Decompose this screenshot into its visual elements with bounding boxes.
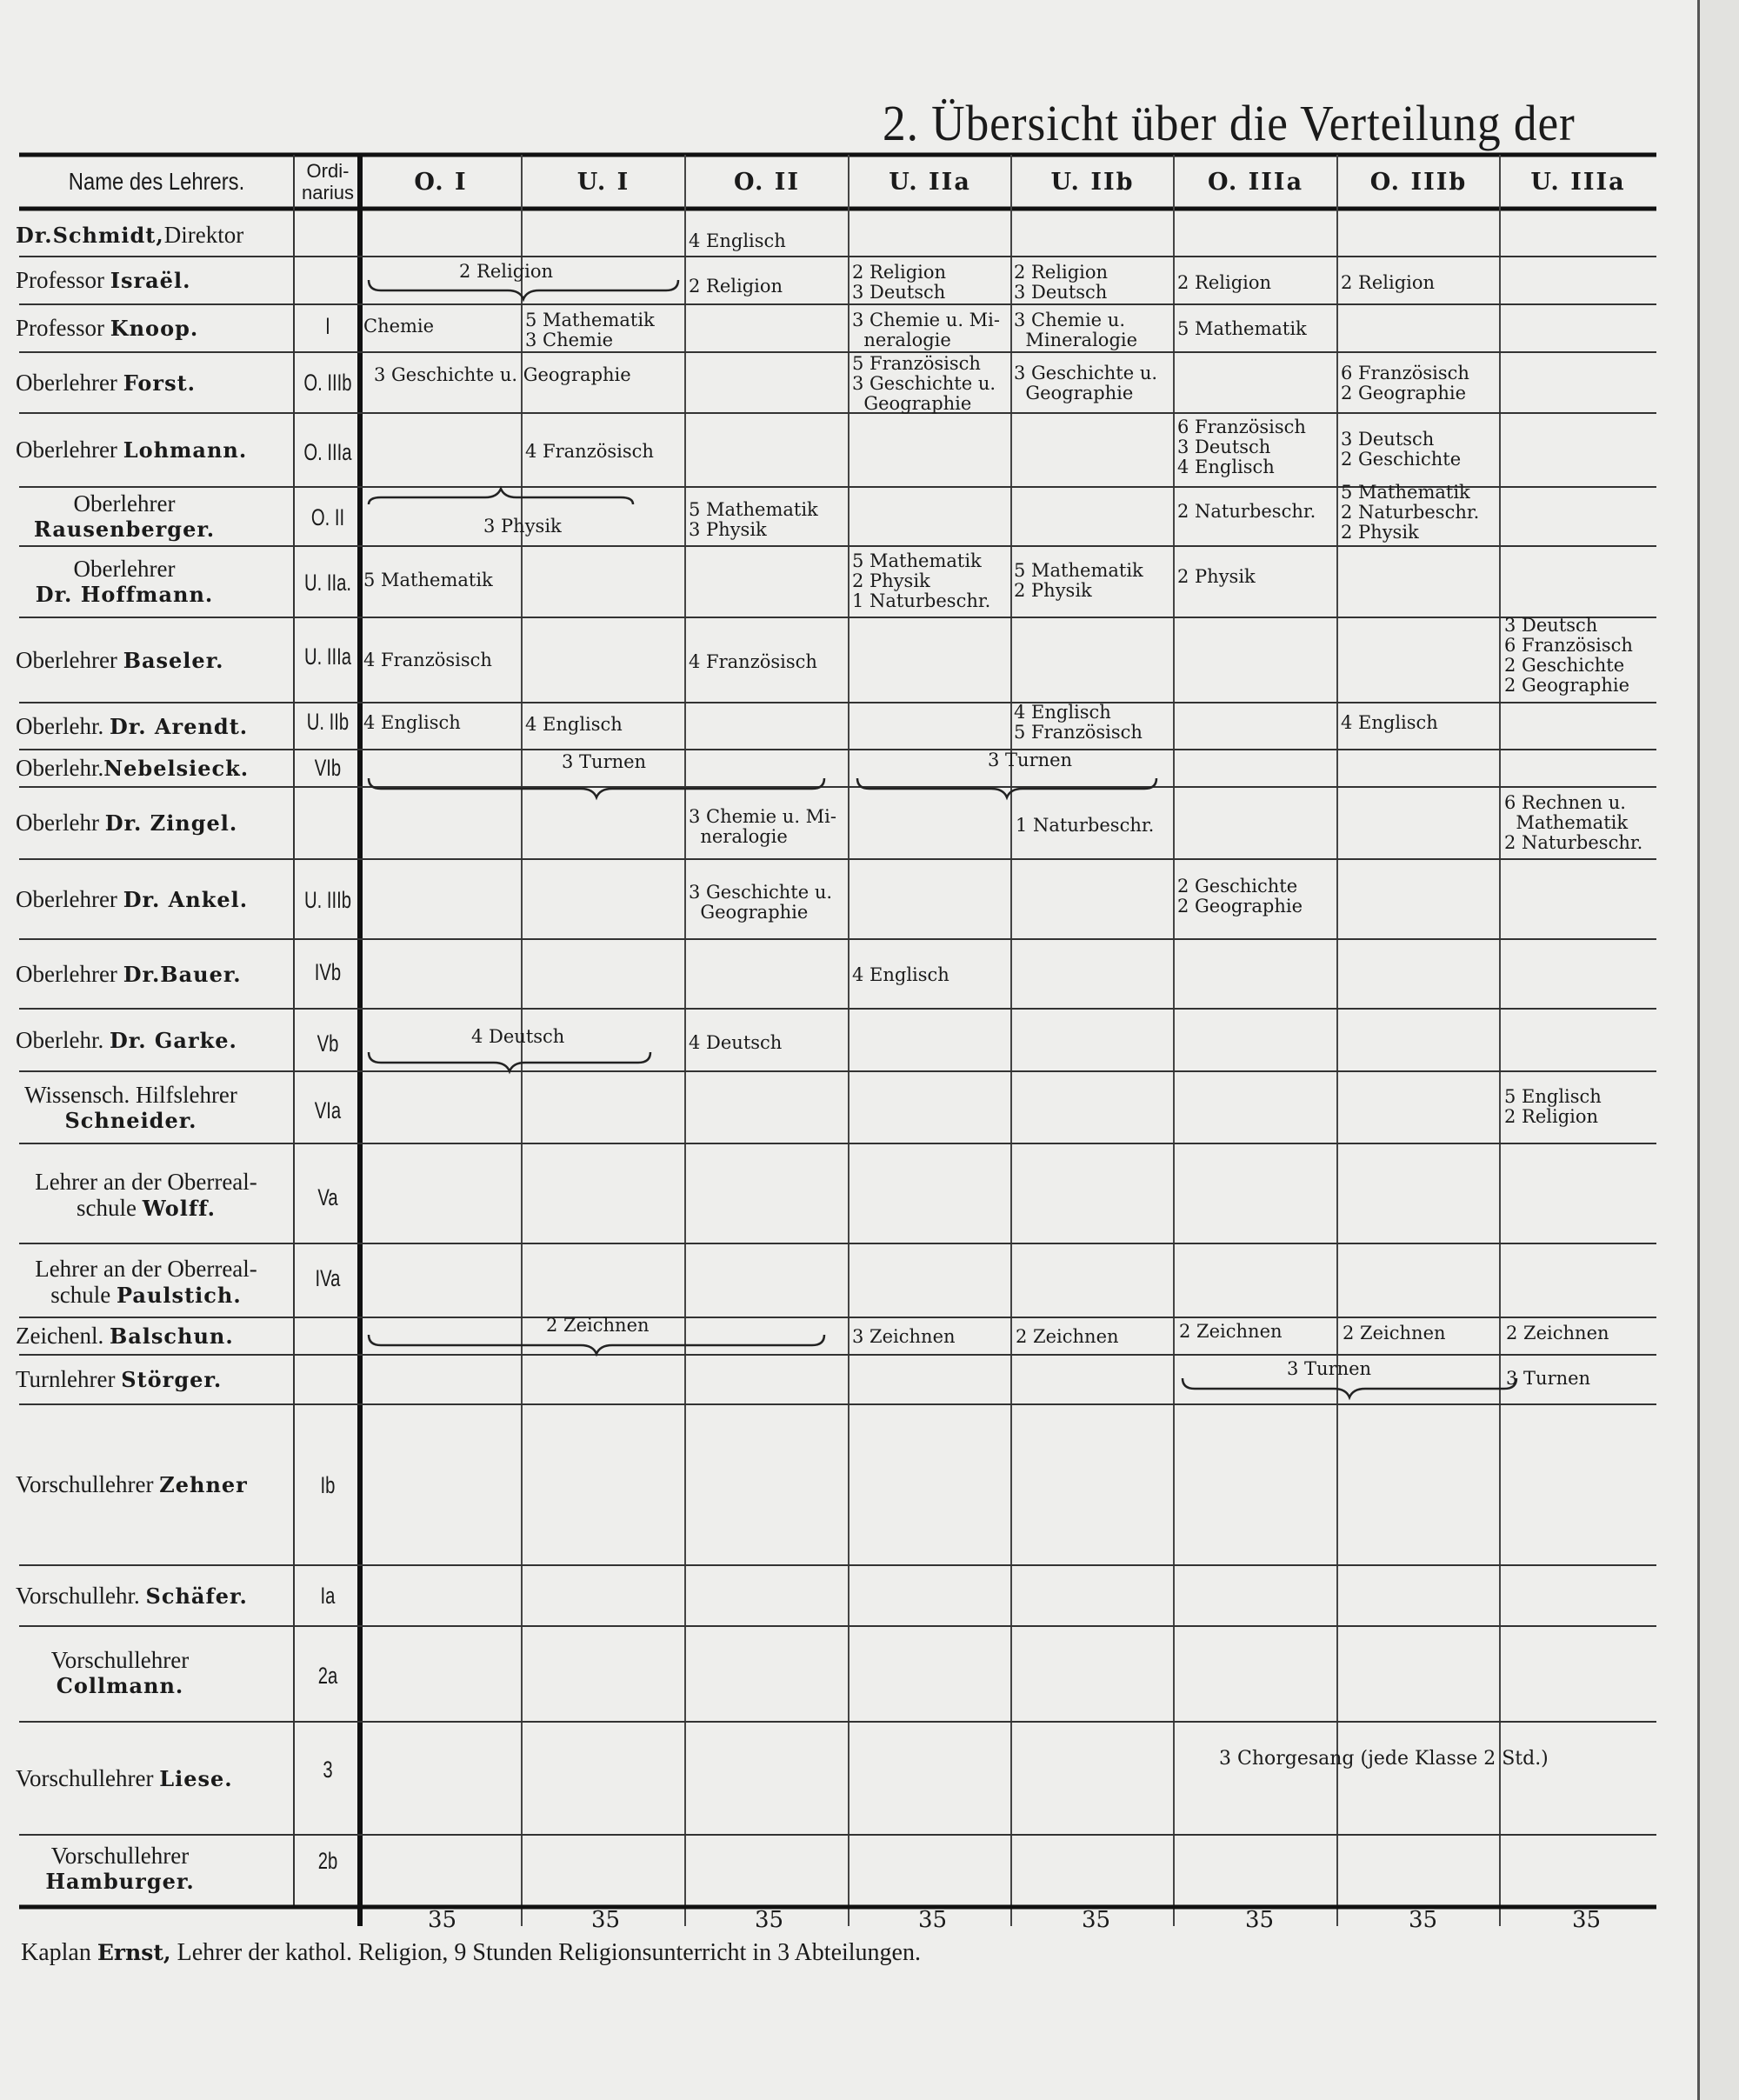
teacher-row-13 <box>16 1009 294 1071</box>
teacher-bold: Schäfer. <box>145 1583 248 1609</box>
header-class-u-iiia: U. IIIa <box>1530 168 1626 196</box>
ordinarius-16: IVa <box>315 1265 341 1291</box>
cell-baseler-oii: 4 Französisch <box>689 651 817 672</box>
teacher-row-4 <box>16 413 294 487</box>
ordinarius-6: U. IIa. <box>303 570 352 596</box>
ordinarius-8: U. IIb <box>306 709 350 735</box>
footnote-after: Lehrer der kathol. Religion, 9 Stunden Religionsunterricht in 3 Abteilungen. <box>170 1939 921 1966</box>
teacher-title: Oberlehr. <box>16 712 110 739</box>
teacher-bold: Störger. <box>121 1367 223 1392</box>
page-heading: 2. Übersicht über die Verteilung der <box>883 95 1576 151</box>
teacher-row-21 <box>16 1643 224 1703</box>
cell-zingel-oii: 3 Chemie u. Mi- neralogie <box>689 806 836 847</box>
teacher-bold: Dr. Hoffmann. <box>35 582 214 607</box>
cell-balschun-oiiib: 2 Zeichnen <box>1343 1323 1446 1343</box>
ordinarius-22: 3 <box>323 1757 333 1783</box>
teacher-bold: Dr. Garke. <box>109 1027 237 1053</box>
teacher-row-7 <box>16 617 294 703</box>
teacher-title: schule <box>76 1194 143 1221</box>
cell-rausenberger-oiiia: 2 Naturbeschr. <box>1177 501 1316 522</box>
cell-hoffmann-uiib: 5 Mathematik 2 Physik <box>1014 560 1143 601</box>
teacher-title: Vorschullehr. <box>16 1582 146 1609</box>
ordinarius-23: 2b <box>317 1848 338 1874</box>
teacher-row-6 <box>16 552 233 611</box>
cell-israel-oiiib: 2 Religion <box>1341 272 1436 293</box>
footnote-before: Kaplan <box>21 1939 97 1966</box>
teacher-row-23 <box>16 1839 224 1898</box>
cell-balschun-uiiia: 2 Zeichnen <box>1506 1323 1609 1343</box>
teacher-title: Oberlehrer <box>16 885 123 912</box>
teacher-title: Zeichenl. <box>16 1323 110 1349</box>
teacher-title: Oberlehr. <box>16 1026 110 1053</box>
teacher-row-20 <box>16 1565 294 1626</box>
teacher-title: Lehrer an der Oberreal- <box>35 1255 257 1282</box>
header-name-col: Name des Lehrers. <box>68 168 245 195</box>
cell-zingel-uiib: 1 Naturbeschr. <box>1016 815 1155 836</box>
teacher-title: Lehrer an der Oberreal- <box>35 1168 257 1195</box>
cell-balschun-uiib: 2 Zeichnen <box>1016 1326 1119 1347</box>
teacher-row-2 <box>16 304 294 352</box>
cell-nebelsieck-uiia-oiiia: 3 Turnen <box>988 750 1073 770</box>
teacher-bold: Paulstich. <box>117 1282 242 1308</box>
teacher-bold: Baseler. <box>123 647 224 673</box>
teacher-title: Vorschullehrer <box>50 1647 190 1673</box>
teacher-row-0 <box>16 213 294 257</box>
teacher-title: Turnlehrer <box>16 1366 122 1392</box>
cell-forst-oiiib: 6 Französisch 2 Geographie <box>1341 363 1469 403</box>
cell-israel-uiib: 2 Religion 3 Deutsch <box>1014 262 1109 303</box>
header-class-u-iia: U. IIa <box>889 168 971 196</box>
total-u-i: 35 <box>591 1907 621 1933</box>
teacher-row-3 <box>16 352 294 413</box>
cell-knoop-oiiia: 5 Mathematik <box>1177 318 1307 339</box>
cell-balschun-uiia: 3 Zeichnen <box>852 1326 956 1347</box>
teacher-bold: Dr. Arendt. <box>109 713 249 739</box>
teacher-bold: Schneider. <box>64 1108 197 1133</box>
header-class-u-i: U. I <box>576 168 630 196</box>
cell-baseler-oi: 4 Französisch <box>363 650 492 670</box>
cell-balschun-oi-oii: 2 Zeichnen <box>546 1315 650 1336</box>
cell-garke-oii: 4 Deutsch <box>689 1032 783 1053</box>
teacher-bold: Forst. <box>123 370 197 396</box>
total-u-iib: 35 <box>1082 1907 1111 1933</box>
teacher-title: Oberlehr <box>16 810 105 836</box>
teacher-title: Oberlehrer <box>16 646 123 673</box>
cell-rausenberger-oi-ui: 3 Physik <box>483 516 562 537</box>
ordinarius-7: U. IIIa <box>303 643 352 670</box>
total-u-iia: 35 <box>918 1907 948 1933</box>
cell-arendt-uiib: 4 Englisch 5 Französisch <box>1014 702 1143 743</box>
cell-schmidt-oii: 4 Englisch <box>689 230 786 251</box>
teacher-bold: Liese. <box>159 1765 233 1791</box>
cell-knoop-uiia: 3 Chemie u. Mi- neralogie <box>852 310 1000 350</box>
teacher-row-16 <box>16 1252 277 1311</box>
ordinarius-5: O. II <box>310 504 345 530</box>
cell-rausenberger-oii: 5 Mathematik 3 Physik <box>689 499 818 540</box>
teacher-title: Oberlehrer <box>16 960 123 987</box>
ordinarius-4: O. IIIa <box>303 439 352 465</box>
ordinarius-3: O. IIIb <box>303 370 352 396</box>
cell-arendt-oiiib: 4 Englisch <box>1341 712 1438 733</box>
teacher-bold: Balschun. <box>109 1323 234 1349</box>
cell-lohmann-oiiib: 3 Deutsch 2 Geschichte <box>1341 429 1462 470</box>
cell-israel-oii: 2 Religion <box>689 276 783 297</box>
header-ordinarius: Ordi- narius <box>302 160 354 203</box>
teacher-bold: Lohmann. <box>123 437 248 463</box>
cell-hoffmann-uiia: 5 Mathematik 2 Physik 1 Naturbeschr. <box>852 550 991 611</box>
cell-israel-oi-ui: 2 Religion <box>459 261 554 282</box>
cell-knoop-oi: Chemie <box>363 316 435 337</box>
teacher-bold: Knoop. <box>110 316 199 341</box>
cell-rausenberger-oiiib: 5 Mathematik 2 Naturbeschr. 2 Physik <box>1341 482 1480 543</box>
teacher-row-19 <box>16 1404 294 1565</box>
teacher-bold: Dr.Schmidt, <box>16 222 164 248</box>
header-class-o-iiib: O. IIIb <box>1369 168 1468 196</box>
teacher-row-5 <box>16 487 233 546</box>
ordinarius-13: Vb <box>316 1030 339 1057</box>
cell-lohmann-oiiia: 6 Französisch 3 Deutsch 4 Englisch <box>1177 417 1306 477</box>
teacher-title: Professor <box>16 267 110 293</box>
cell-israel-oiiia: 2 Religion <box>1177 272 1272 293</box>
ordinarius-2: I <box>325 313 330 339</box>
ordinarius-21: 2a <box>317 1663 338 1689</box>
cell-lohmann-ui: 4 Französisch <box>525 441 654 462</box>
teacher-row-15 <box>16 1165 277 1224</box>
teacher-title: Oberlehrer <box>16 437 123 463</box>
teacher-row-14 <box>16 1078 246 1137</box>
teacher-row-11 <box>16 859 294 939</box>
ordinarius-19: Ib <box>320 1472 336 1498</box>
cell-stoerger-uiiia: 3 Turnen <box>1506 1368 1591 1389</box>
cell-forst-uiia: 5 Französisch 3 Geschichte u. Geographie <box>852 353 996 414</box>
cell-arendt-oi: 4 Englisch <box>363 712 461 733</box>
teacher-bold: Collmann. <box>56 1673 184 1698</box>
ordinarius-14: VIa <box>314 1097 342 1123</box>
teacher-row-8 <box>16 703 294 750</box>
cell-israel-uiia: 2 Religion 3 Deutsch <box>852 262 947 303</box>
teacher-title: Oberlehrer <box>16 369 123 396</box>
footnote-bold: Ernst, <box>97 1940 171 1965</box>
cell-schneider-uiiia: 5 Englisch 2 Religion <box>1504 1086 1602 1127</box>
cell-ankel-oiiia: 2 Geschichte 2 Geographie <box>1177 876 1303 917</box>
cell-hoffmann-oiiia: 2 Physik <box>1177 566 1256 587</box>
teacher-title: Vorschullehrer <box>16 1764 160 1791</box>
cell-hoffmann-oi: 5 Mathematik <box>363 570 493 590</box>
header-class-o-i: O. I <box>414 168 468 196</box>
teacher-row-9 <box>16 750 294 787</box>
teacher-row-12 <box>16 939 294 1009</box>
cell-knoop-uiib: 3 Chemie u. Mineralogie <box>1014 310 1138 350</box>
teacher-row-22 <box>16 1722 294 1835</box>
teacher-title: Vorschullehrer <box>16 1471 160 1497</box>
teacher-bold: Hamburger. <box>45 1869 195 1894</box>
total-u-iiia: 35 <box>1572 1907 1602 1933</box>
ordinarius-12: IVb <box>314 959 342 985</box>
cell-forst-oi-ui: 3 Geschichte u. Geographie <box>374 364 631 385</box>
footnote <box>21 1939 921 1967</box>
cell-ankel-oii: 3 Geschichte u. Geographie <box>689 882 833 923</box>
teacher-title: Oberlehrer <box>73 556 176 582</box>
teacher-bold: Zehner <box>159 1472 248 1497</box>
teacher-row-17 <box>16 1317 294 1355</box>
header-class-o-iiia: O. IIIa <box>1207 168 1304 196</box>
ordinarius-11: U. IIIb <box>303 887 352 913</box>
cell-garke-oi-ui: 4 Deutsch <box>471 1026 565 1047</box>
total-o-ii: 35 <box>755 1907 784 1933</box>
teacher-title: Vorschullehrer <box>50 1843 190 1869</box>
header-class-u-iib: U. IIb <box>1050 168 1135 196</box>
cell-baseler-uiiia: 3 Deutsch 6 Französisch 2 Geschichte 2 Geographie <box>1504 615 1633 696</box>
cell-chorgesang: 3 Chorgesang (jede Klasse 2 Std.) <box>1219 1748 1549 1770</box>
teacher-bold: Dr. Zingel. <box>104 810 238 836</box>
teacher-title: Professor <box>16 315 110 341</box>
ordinarius-15: Va <box>317 1184 338 1210</box>
teacher-title: Direktor <box>163 221 244 248</box>
cell-arendt-ui: 4 Englisch <box>525 714 623 735</box>
ordinarius-20: Ia <box>320 1583 336 1609</box>
cell-stoerger-oiiia-oiiib: 3 Turnen <box>1287 1358 1372 1379</box>
total-o-iiib: 35 <box>1409 1907 1438 1933</box>
teacher-row-10 <box>16 787 294 859</box>
teacher-bold: Israël. <box>110 268 191 293</box>
teacher-bold: Nebelsieck. <box>103 756 250 781</box>
cell-balschun-oiiia: 2 Zeichnen <box>1179 1321 1283 1342</box>
teacher-title: schule <box>50 1281 117 1308</box>
cell-knoop-ui: 5 Mathematik 3 Chemie <box>525 310 655 350</box>
teacher-bold: Wolff. <box>142 1195 216 1221</box>
teacher-title: Wissensch. Hilfslehrer <box>24 1082 237 1108</box>
teacher-title: Oberlehrer <box>73 490 176 517</box>
teacher-title: Oberlehr. <box>16 755 104 781</box>
teacher-row-18 <box>16 1355 294 1404</box>
cell-nebelsieck-oi-oii: 3 Turnen <box>562 751 647 772</box>
teacher-bold: Rausenberger. <box>33 517 216 542</box>
teacher-bold: Dr.Bauer. <box>123 961 242 987</box>
cell-bauer-uiia: 4 Englisch <box>852 964 949 985</box>
total-o-i: 35 <box>428 1907 457 1933</box>
total-o-iiia: 35 <box>1245 1907 1275 1933</box>
cell-forst-uiib: 3 Geschichte u. Geographie <box>1014 363 1158 403</box>
teacher-bold: Dr. Ankel. <box>123 886 249 912</box>
teacher-row-1 <box>16 257 294 304</box>
ordinarius-9: VIb <box>314 755 342 781</box>
header-class-o-ii: O. II <box>734 168 800 196</box>
cell-zingel-uiiia: 6 Rechnen u. Mathematik 2 Naturbeschr. <box>1504 792 1643 853</box>
